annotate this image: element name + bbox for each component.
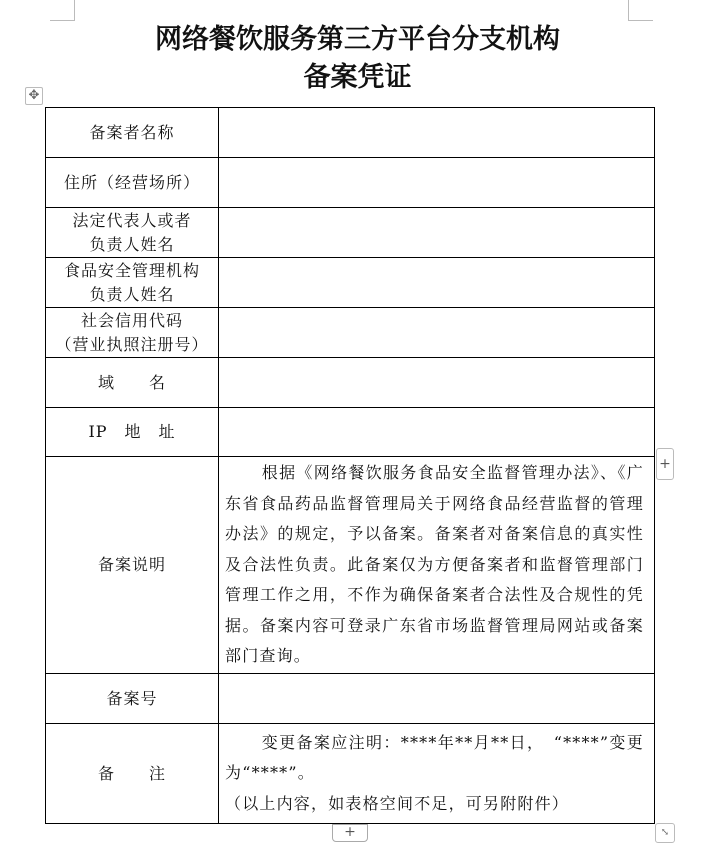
label-legal-rep (46, 208, 219, 258)
label-filing-description: 备案说明 (46, 457, 219, 674)
page-corner-mark-left (50, 0, 75, 21)
table-row (46, 457, 655, 674)
label-domain: 域 名 (46, 358, 219, 408)
field-legal-rep[interactable] (219, 208, 655, 258)
label-line: 社会信用代码 (80, 310, 183, 330)
remarks-note: （以上内容，如表格空间不足，可另附附件） (225, 793, 570, 813)
label-filer-name: 备案者名称 (46, 108, 219, 158)
field-food-safety-head[interactable] (219, 258, 655, 308)
add-column-button[interactable]: + (656, 448, 674, 480)
label-line: 负责人姓名 (89, 234, 175, 254)
field-address[interactable] (219, 158, 655, 208)
table-row (46, 724, 655, 824)
label-filing-number: 备案号 (46, 674, 219, 724)
page-corner-mark-right (628, 0, 653, 21)
table-row (46, 158, 655, 208)
label-line: 法定代表人或者 (72, 210, 192, 230)
field-filer-name[interactable] (219, 108, 655, 158)
remarks-text: 变更备案应注明：****年**月**日， “****”变更为“****”。 (225, 732, 644, 783)
table-row (46, 408, 655, 457)
table-row (46, 108, 655, 158)
label-credit-code (46, 308, 219, 358)
filing-table (45, 107, 655, 824)
table-row (46, 308, 655, 358)
table-row (46, 674, 655, 724)
table-resize-handle-icon[interactable]: ⤡ (655, 823, 675, 843)
field-remarks[interactable] (219, 724, 655, 824)
add-row-button[interactable]: + (332, 824, 368, 842)
label-address: 住所（经营场所） (46, 158, 219, 208)
field-filing-description[interactable] (219, 457, 655, 674)
document-subtitle: 备案凭证 (303, 62, 412, 93)
table-row (46, 358, 655, 408)
label-line: （营业执照注册号） (55, 334, 209, 354)
label-line: 食品安全管理机构 (63, 260, 200, 280)
table-move-handle-icon[interactable]: ✥ (25, 87, 43, 105)
field-filing-number[interactable] (219, 674, 655, 724)
document-title: 网络餐饮服务第三方平台分支机构 (155, 24, 560, 55)
field-credit-code[interactable] (219, 308, 655, 358)
field-domain[interactable] (219, 358, 655, 408)
table-row (46, 208, 655, 258)
label-remarks: 备 注 (46, 724, 219, 824)
field-ip-address[interactable] (219, 408, 655, 457)
label-ip-address: IP 地 址 (46, 408, 219, 457)
filing-description-text: 根据《网络餐饮服务食品安全监督管理办法》、《广东省食品药品监督管理局关于网络食品经营监督的管理办法》的规定，予以备案。备案者对备案信息的真实性及合法性负责。此备案仅为方便备案者和监督管理部门管理工作之用，不作为确保备案者合法性及合规性的凭据。备案内容可登录广东省市场监督管理局网站或备案部门查询。 (225, 463, 644, 666)
table-row (46, 258, 655, 308)
label-food-safety-head (46, 258, 219, 308)
label-line: 负责人姓名 (89, 284, 175, 304)
